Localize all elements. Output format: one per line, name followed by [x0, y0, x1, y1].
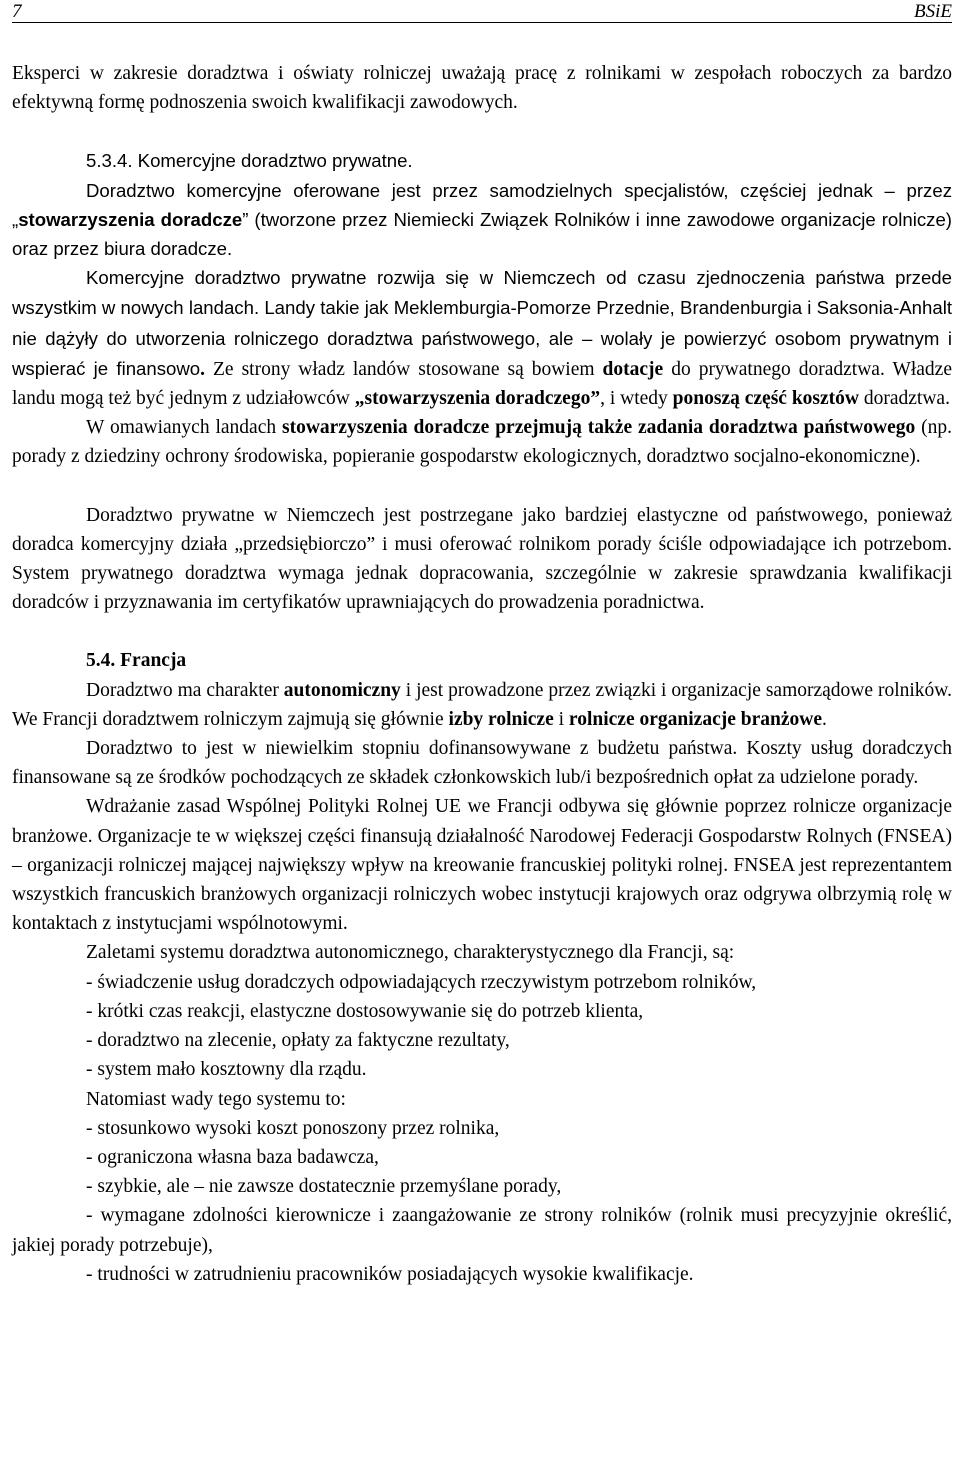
- list-item: - doradztwo na zlecenie, opłaty za faktyczne rezultaty,: [86, 1030, 510, 1052]
- list-item: - świadczenie usług doradczych odpowiadających rzeczywistym potrzebom rolników,: [86, 971, 757, 993]
- header-source: BSiE: [914, 1, 952, 22]
- paragraph: Komercyjne doradztwo prywatne rozwija się w Niemczech od czasu zjednoczenia państwa przede wszystkim w nowych landach. Landy takie jak Meklemburgia-Pomorze Przednie, Brandenburgia i Saksonia-Anhalt nie dążyły do utworzenia rolniczego doradztwa państwowego, ale – wolały je powierzyć osobom prywatnym i wspierać je finansowo. Ze strony władz landów stosowane są bowiem dotacje do prywatnego doradztwa. Władze landu mogą też być jednym z udziałowców „stowarzyszenia doradczego”, i wtedy ponoszą część kosztów doradztwa.: [12, 267, 952, 410]
- list-item: - wymagane zdolności kierownicze i zaangażowanie ze strony rolników (rolnik musi precyzyjnie określić, jakiej porady potrzebuje),: [12, 1205, 952, 1256]
- section-heading-5-4: 5.4. Francja: [86, 650, 187, 672]
- paragraph: Wdrażanie zasad Wspólnej Polityki Rolnej UE we Francji odbywa się głównie poprzez rolnicze organizacje branżowe. Organizacje te w większej części finansują działalność Narodowej Federacji Gospodarstw Rolnych (FNSEA) – organizacji rolniczej mającej największy wpływ na kreowanie francuskiej polityki rolnej. FNSEA jest reprezentantem wszystkich francuskich branżowych organizacji rolniczych wobec instytucji krajowych oraz odgrywa olbrzymią rolę w kontaktach z instytucjami wspólnotowymi.: [12, 796, 952, 935]
- list-item: - szybkie, ale – nie zawsze dostatecznie przemyślane porady,: [86, 1176, 562, 1198]
- list-item: - ograniczona własna baza badawcza,: [86, 1146, 379, 1168]
- disadvantages-intro: Natomiast wady tego systemu to:: [86, 1088, 346, 1110]
- paragraph: Doradztwo ma charakter autonomiczny i jest prowadzone przez związki i organizacje samorządowe rolników. We Francji doradztwem rolniczym zajmują się głównie izby rolnicze i rolnicze organizacje branżowe.: [12, 679, 952, 730]
- page-header: [12, 0, 952, 23]
- list-item: - stosunkowo wysoki koszt ponoszony przez rolnika,: [86, 1117, 500, 1139]
- paragraph: Doradztwo komercyjne oferowane jest przez samodzielnych specjalistów, częściej jednak – przez „stowarzyszenia doradcze” (tworzone przez Niemiecki Związek Rolników i inne zawodowe organizacje rolnicze) oraz przez biura doradcze.: [12, 179, 952, 260]
- advantages-intro: Zaletami systemu doradztwa autonomicznego, charakterystycznego dla Francji, są:: [86, 942, 735, 964]
- list-item: - trudności w zatrudnieniu pracowników posiadających wysokie kwalifikacje.: [86, 1263, 694, 1285]
- paragraph: W omawianych landach stowarzyszenia doradcze przejmują także zadania doradztwa państwowego (np. porady z dziedziny ochrony środowiska, popieranie gospodarstw ekologicznych, doradztwo socjalno-ekonomiczne).: [12, 417, 952, 468]
- body-text: [12, 59, 952, 1289]
- page-number: 7: [12, 1, 22, 22]
- section-heading-5-3-4: 5.3.4. Komercyjne doradztwo prywatne.: [86, 150, 413, 172]
- spacer: [12, 617, 952, 646]
- paragraph: Doradztwo to jest w niewielkim stopniu dofinansowywane z budżetu państwa. Koszty usług doradczych finansowane są ze środków pochodzących ze składek członkowskich lub/i bezpośrednich opłat za udzielone porady.: [12, 738, 952, 789]
- paragraph: Doradztwo prywatne w Niemczech jest postrzegane jako bardziej elastyczne od państwowego, ponieważ doradca komercyjny działa „przedsiębiorczo” i musi oferować rolnikom porady ściśle odpowiadające ich potrzebom. System prywatnego doradztwa wymaga jednak dopracowania, szczególnie w zakresie sprawdzania kwalifikacji doradców i przyznawania im certyfikatów uprawniających do prowadzenia poradnictwa.: [12, 504, 952, 614]
- intro-paragraph: Eksperci w zakresie doradztwa i oświaty rolniczej uważają pracę z rolnikami w zespołach roboczych za bardzo efektywną formę podnoszenia swoich kwalifikacji zawodowych.: [12, 63, 952, 114]
- list-item: - system mało kosztowny dla rządu.: [86, 1059, 367, 1081]
- spacer: [12, 117, 952, 146]
- document-page: [12, 0, 952, 1289]
- spacer: [12, 472, 952, 501]
- list-item: - krótki czas reakcji, elastyczne dostosowywanie się do potrzeb klienta,: [86, 1000, 644, 1022]
